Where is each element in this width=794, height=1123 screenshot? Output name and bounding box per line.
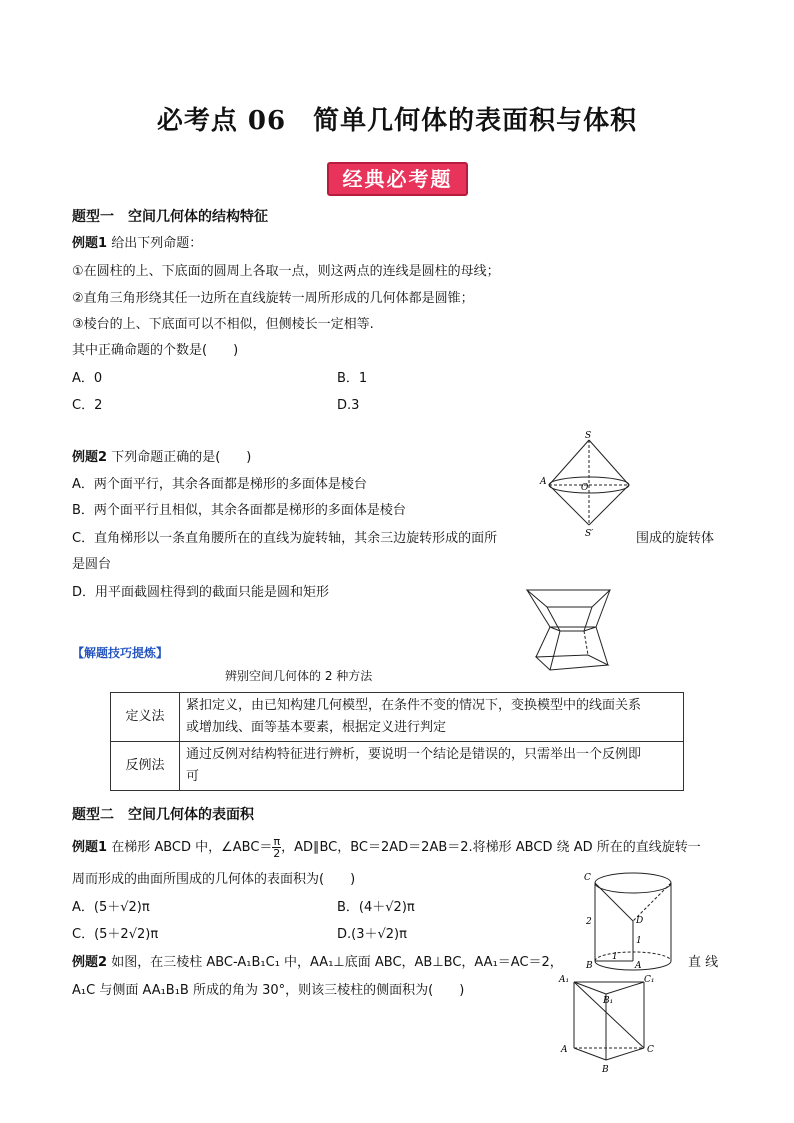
option-c-end: 是圆台 (72, 557, 112, 572)
label-s-prime: S′ (585, 529, 594, 539)
label-two: 2 (586, 917, 592, 927)
section-heading-2: 题型二 空间几何体的表面积 (72, 807, 254, 823)
label-d: D (636, 916, 644, 926)
example-label: 例题2 (72, 955, 108, 970)
example-stem-a: 在梯形 ABCD 中，∠ABC＝ (111, 840, 273, 855)
label-a1: A₁ (559, 975, 570, 985)
section-heading-1: 题型一 空间几何体的结构特征 (72, 209, 268, 225)
option-a: A．0 (72, 371, 103, 386)
fraction-numerator: π (273, 835, 281, 848)
method-desc-line: 可 (186, 769, 200, 784)
proposition-2: ②直角三角形绕其任一边所在直线旋转一周所形成的几何体都是圆锥； (72, 291, 474, 306)
proposition-3: ③棱台的上、下底面可以不相似，但侧棱长一定相等. (72, 317, 374, 332)
polyhedron-figure (522, 585, 617, 677)
method-desc (180, 693, 684, 742)
option-c: C．(5＋2√2)π (72, 927, 159, 942)
example-label: 例题2 (72, 450, 108, 465)
label-c: C (584, 873, 591, 883)
label-b: B (602, 1065, 609, 1075)
example-1-1 (72, 236, 202, 252)
option-b: B．(4＋√2)π (337, 900, 415, 915)
label-one-horizontal: 1 (612, 952, 618, 962)
example-stem-tail: 直 线 (688, 955, 719, 970)
example-stem: 下列命题正确的是( ) (111, 450, 252, 465)
tips-heading: 【解题技巧提炼】 (72, 646, 169, 660)
option-d: D.3 (337, 398, 360, 413)
question-text: 其中正确命题的个数是( ) (72, 343, 239, 358)
prism-figure (556, 970, 661, 1078)
label-a: A (540, 477, 547, 487)
proposition-1: ①在圆柱的上、下底面的圆周上各取一点，则这两点的连线是圆柱的母线； (72, 264, 500, 279)
example-label: 例题1 (72, 840, 108, 855)
label-c: C (647, 1045, 654, 1055)
fraction-denominator: 2 (273, 847, 281, 860)
label-b1: B₁ (603, 996, 614, 1006)
example-label: 例题1 (72, 236, 108, 251)
example-stem-b: ，AD∥BC，BC＝2AD＝2AB＝2.将梯形 ABCD 绕 AD 所在的直线旋转一 (281, 840, 701, 855)
label-o: O (581, 483, 589, 493)
method-name: 定义法 (111, 693, 180, 742)
option-c-continued: 围成的旋转体 (636, 531, 715, 546)
option-b: B．1 (337, 371, 368, 386)
option-a: A．两个面平行，其余各面都是梯形的多面体是棱台 (72, 477, 367, 492)
label-one-vertical: 1 (636, 936, 642, 946)
option-d: D.(3＋√2)π (337, 927, 407, 942)
label-c1: C₁ (644, 975, 655, 985)
page-title: 必考点 06 简单几何体的表面积与体积 (156, 106, 638, 136)
example-stem-a: 如图，在三棱柱 ABC-A₁B₁C₁ 中，AA₁⊥底面 ABC，AB⊥BC，AA₁＝AC＝2， (111, 955, 563, 970)
method-desc-line: 紧扣定义，由已知构建几何模型，在条件不变的情况下，变换模型中的线面关系 (186, 698, 642, 713)
method-desc (180, 742, 684, 791)
method-name: 反例法 (111, 742, 180, 791)
example-stem: 给出下列命题： (111, 236, 203, 251)
method-desc-line: 或增加线、面等基本要素，根据定义进行判定 (186, 720, 447, 735)
label-b: B (586, 961, 593, 971)
option-d: D．用平面截圆柱得到的截面只能是圆和矩形 (72, 585, 330, 600)
option-c: C．2 (72, 398, 103, 413)
fraction (272, 836, 281, 859)
example-stem-c: 周而形成的曲面所围成的几何体的表面积为( ) (72, 872, 356, 887)
methods-table (110, 692, 684, 791)
table-row (111, 693, 684, 742)
example-stem-b: A₁C 与侧面 AA₁B₁B 所成的角为 30°，则该三棱柱的侧面积为( ) (72, 983, 465, 998)
label-s: S (585, 431, 592, 441)
example-1-2 (72, 450, 251, 466)
option-b: B．两个面平行且相似，其余各面都是梯形的多面体是棱台 (72, 503, 406, 518)
option-a: A．(5＋√2)π (72, 900, 150, 915)
label-a: A (561, 1045, 568, 1055)
double-cone-figure (535, 430, 645, 540)
banner-badge: 经典必考题 (327, 162, 468, 196)
example-2-2 (72, 955, 563, 971)
example-2-1 (72, 836, 701, 859)
method-desc-line: 通过反例对结构特征进行辨析，要说明一个结论是错误的，只需举出一个反例即 (186, 747, 642, 762)
option-c: C．直角梯形以一条直角腰所在的直线为旋转轴，其余三边旋转形成的面所 (72, 531, 498, 546)
table-row (111, 742, 684, 791)
label-a: A (635, 961, 642, 971)
table-caption: 辨别空间几何体的 2 种方法 (225, 669, 373, 683)
cylinder-figure (578, 866, 678, 972)
